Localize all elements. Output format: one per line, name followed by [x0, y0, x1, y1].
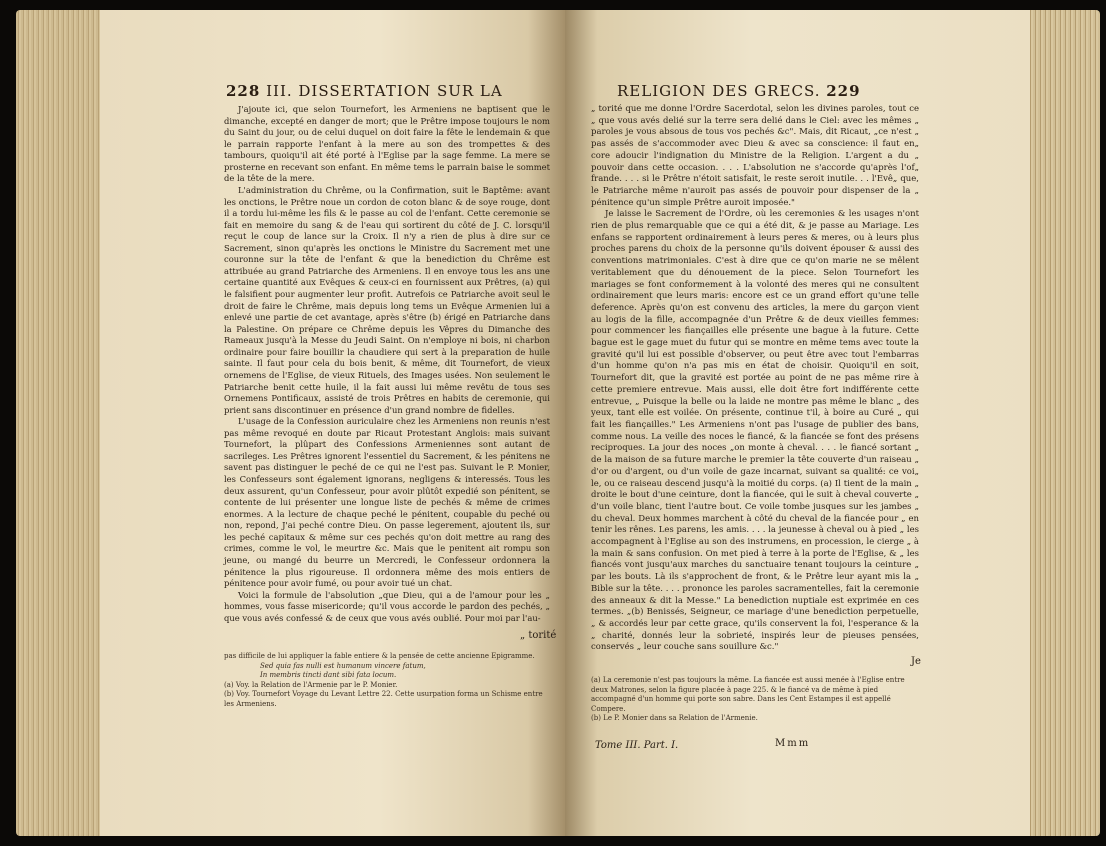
right-paragraph-2: Je laisse le Sacrement de l'Ordre, où les ceremonies & les usages n'ont rien de plus remarquable que ce qui a été dit, & je passe au Mariage. Les enfans se rapportent ordinairement à leurs peres & meres, ou à leurs plus proches parens du choix de la personne qu'ils doivent épouser & aussi des conventions matrimoniales. C'est à dire que ce qu'on marie ne se mêlent veritablement que du dénouement de la piece. Selon Tournefort les mariages se font conformement à la volonté des meres qui ne consultent ordinairement que leurs maris: encore est ce un grand effort qu'une telle deference. Après qu'on est convenu des articles, la mere du garçon vient au logis de la fille, accompagnée d'un Prêtre & de deux vieilles femmes: pour commencer les fiançailles elle présente une bague à la future. Cette bague est le gage muet du futur qui se montre en même tems avec toute la gravité qu'il lui est possible d'observer, ou peut être avec tout l'embarras d'un homme qu'on n'a pas mis en état de choisir. Quoiqu'il en soit, Tournefort dit, que la gravité est portée au point de ne pas même rire à cette premiere entrevue. Mais aussi, elle doit être fort indifférente cette entrevue, „ Puisque la belle ou la laide ne montre pas même le blanc „ des yeux, tant elle est voilée. On présente, continue t'il, à boire au Curé „ qui fait les fiançailles." Les Armeniens n'ont pas l'usage de publier des bans, comme nous. La veille des noces le fiancé, & la fiancée se font des présens reciproques. La jour des noces „on monte à cheval. . . . le fiancé sortant „ de la maison de sa future marche le premier la tête couverte d'un raiseau „ d'or ou d'argent, ou d'un voile de gaze incarnat, suivant sa qualité: ce voi„ le, ou ce raiseau descend jusqu'à la moitié du corps. (a) Il tient de la main „ droite le bout d'une ceinture, dont la fiancée, qui le suit à cheval couverte „ d'un voile blanc, tient l'autre bout. Ce voile tombe jusques sur les jambes „ du cheval. Deux hommes marchent à côté du cheval de la fiancée pour „ en tenir les rênes. Les parens, les amis. . . . la jeunesse à cheval ou à pied „ les accompagnent à l'Eglise au son des instrumens, en procession, le cierge „ à la main & sans confusion. On met pied à terre à la porte de l'Eglise, & „ les fiancés vont jusqu'aux marches du sanctuaire tenant toujours la ceinture „ par les bouts. Là ils s'approchent de front, & le Prêtre leur ayant mis la „ Bible sur la tête. . . . prononce les paroles sacramentelles, fait la ceremonie des anneaux & dit la Messe." La benediction nuptiale est exprimée en ces termes. „(b) Benissés, Seigneur, ce mariage d'une benediction perpetuelle, „ & accordés leur par cette grace, qu'ils conservent la foi, l'esperance & la „ charité, donnés leur la sobrieté, inspirés leur de pieuses pensées, conservés „ leur couche sans souillure &c."	[591, 209, 919, 653]
left-footnote-verse-1: Sed quia fas nulli est humanum vincere fatum,	[260, 661, 426, 670]
left-paragraph-2: L'administration du Chrême, ou la Confirmation, suit le Baptême: avant les onctions, le Prêtre noue un cordon de coton blanc & de soye rouge, dont il a tordu lui-même les fils & le passe au col de l'enfant. Cette ceremonie se fait en memoire du sang & de l'eau qui sortirent du côté de J. C. lorsqu'il reçut le coup de lance sur la Croix. Il n'y a rien de plus à dire sur ce Sacrement, sinon qu'après les onctions le Ministre du Sacrement met une couronne sur la tête de l'enfant & que la benediction du Chrême est attribuée au grand Patriarche des Armeniens. Il en envoye tous les ans une certaine quantité aux Evêques & ceux-ci en fournissent aux Prêtres, (a) qui le falsifient pour augmenter leur profit. Autrefois ce Patriarche avoit seul le droit de faire le Chrême, mais depuis long tems un Evêque Armenien lui a enlevé une partie de cet avantage, après s'être (b) érigé en Patriarche dans la Palestine. On prépare ce Chrême depuis les Vêpres du Dimanche des Rameaux jusqu'à la Messe du Jeudi Saint. On n'employe ni bois, ni charbon ordinaire pour faire bouillir la chaudiere qui sert à la preparation de huile sainte. Il faut pour cela du bois benit, & même, dit Tournefort, de vieux ornemens de l'Eglise, de vieux Rituels, des Images usées. Non seulement le Patriarche benit cette huile, il la fait aussi lui même revêtu de tous ses Ornemens Pontificaux, assisté de trois Prêtres en habits de ceremonie, qui prient sans discontinuer en présence d'un grand nombre de fidelles.	[224, 184, 550, 415]
right-page	[565, 10, 1030, 836]
left-paragraph-3: L'usage de la Confession auriculaire chez les Armeniens non reunis n'est pas même revoqué en doute par Ricaut Protestant Anglois: mais suivant Tournefort, la plûpart des Confessions Armeniennes sont autant de sacrileges. Les Prêtres ignorent l'essentiel du Sacrement, & les pénitens ne savent pas distinguer le peché de ce qui ne l'est pas. Suivant le P. Monier, les Confesseurs sont également ignorans, negligens & interessés. Tous les deux assurent, qu'un Confesseur, pour avoir plûtôt expedié son pénitent, se contente de lui présenter une longue liste de pechés & même de crimes enormes. A la lecture de chaque peché le pénitent, coupable du peché ou non, repond, J'ai peché contre Dieu. On passe legerement, ajoutent ils, sur les peché capitaux & même sur ces pechés qu'on doit mettre au rang des crimes, comme le vol, le meurtre &c. Mais que le penitent ait rompu son jeune, ou mangé du beurre un Mercredi, le Confesseur ordonnera la pénitence la plus rigoureuse. Il ordonnera même des mois entiers de pénitence pour avoir fumé, ou pour avoir tué un chat.	[224, 416, 550, 589]
right-catchword: Je	[911, 656, 921, 667]
volume-line: Tome III. Part. I.	[595, 740, 679, 751]
left-page-number: 228	[226, 82, 261, 100]
right-running-head	[617, 82, 861, 100]
left-footnote-verse-2: In membris tincti dant sibi fata locum.	[260, 671, 397, 680]
left-body-text	[224, 104, 550, 624]
right-page-edges	[1028, 10, 1100, 836]
left-footnote-intro: pas difficile de lui appliquer la fable entiere & la pensée de cette ancienne Epigramme.	[224, 652, 535, 660]
right-paragraph-1: „ torité que me donne l'Ordre Sacerdotal, selon les divines paroles, tout ce „ que vous avés delié sur la terre sera delié dans le Ciel: avec les mêmes „ paroles je vous absous de tous vos pechés &c". Mais, dit Ricaut, „ce n'est „ pas assés de s'accommoder avec Dieu & avec sa conscience: il faut en„ core adoucir l'indignation du Ministre de la Religion. L'argent a du „ pouvoir dans cette occasion. . . . L'absolution ne s'accorde qu'après l'of„ frande. . . . si le Prêtre n'étoit satisfait, le reste seroit inutile. . . l'Evê„ que, le Patriarche même n'auroit pas assés de pouvoir pour dispenser de la „ pénitence qu'un simple Prêtre auroit imposée."	[591, 104, 919, 208]
right-page-number: 229	[826, 82, 861, 100]
right-body-text	[591, 104, 919, 654]
right-footnote-b: (b) Le P. Monier dans sa Relation de l'Armenie.	[591, 714, 758, 723]
left-page	[100, 10, 565, 836]
right-footnote-a: (a) La ceremonie n'est pas toujours la même. La fiancée est aussi menée à l'Eglise entre deux Matrones, selon la figure placée à page 225. & le fiancé va de même à pied accompagné d'un homme qui porte son sabre. Dans les Cent Estampes il est appellé Compere.	[591, 676, 905, 713]
left-running-title: III. DISSERTATION SUR LA	[266, 82, 503, 100]
left-running-head	[226, 82, 503, 100]
left-footnote-a: (a) Voy. la Relation de l'Armenie par le P. Monier.	[224, 680, 398, 689]
left-footnote-b: (b) Voy. Tournefort Voyage du Levant Lettre 22. Cette usurpation forma un Schisme entre les Armeniens.	[224, 690, 543, 708]
left-paragraph-4: Voici la formule de l'absolution „que Dieu, qui a de l'amour pour les „ hommes, vous fasse misericorde; qu'il vous accorde le pardon des pechés, „ que vous avés confessé & de ceux que vous avés oublié. Pour moi par l'au-	[224, 589, 550, 623]
right-footnotes	[591, 676, 919, 724]
right-running-title: RELIGION DES GRECS.	[617, 82, 821, 100]
open-book	[8, 6, 1100, 840]
printer-signature: Mmm	[775, 738, 811, 749]
left-catchword: „ torité	[520, 630, 557, 641]
left-footnotes	[224, 652, 550, 710]
left-paragraph-1: J'ajoute ici, que selon Tournefort, les Armeniens ne baptisent que le dimanche, excepté en danger de mort; que le Prêtre impose toujours le nom du Saint du jour, ou de celui duquel on doit faire la fête le lendemain & que le parrain rapporte l'enfant à la mere au son des trompettes & des tambours, quoiqu'il ait été porté à l'Eglise par la sage femme. La mere se prosterne en recevant son enfant. En même tems le parrain baise le sommet de la tête de la mere.	[224, 104, 550, 184]
